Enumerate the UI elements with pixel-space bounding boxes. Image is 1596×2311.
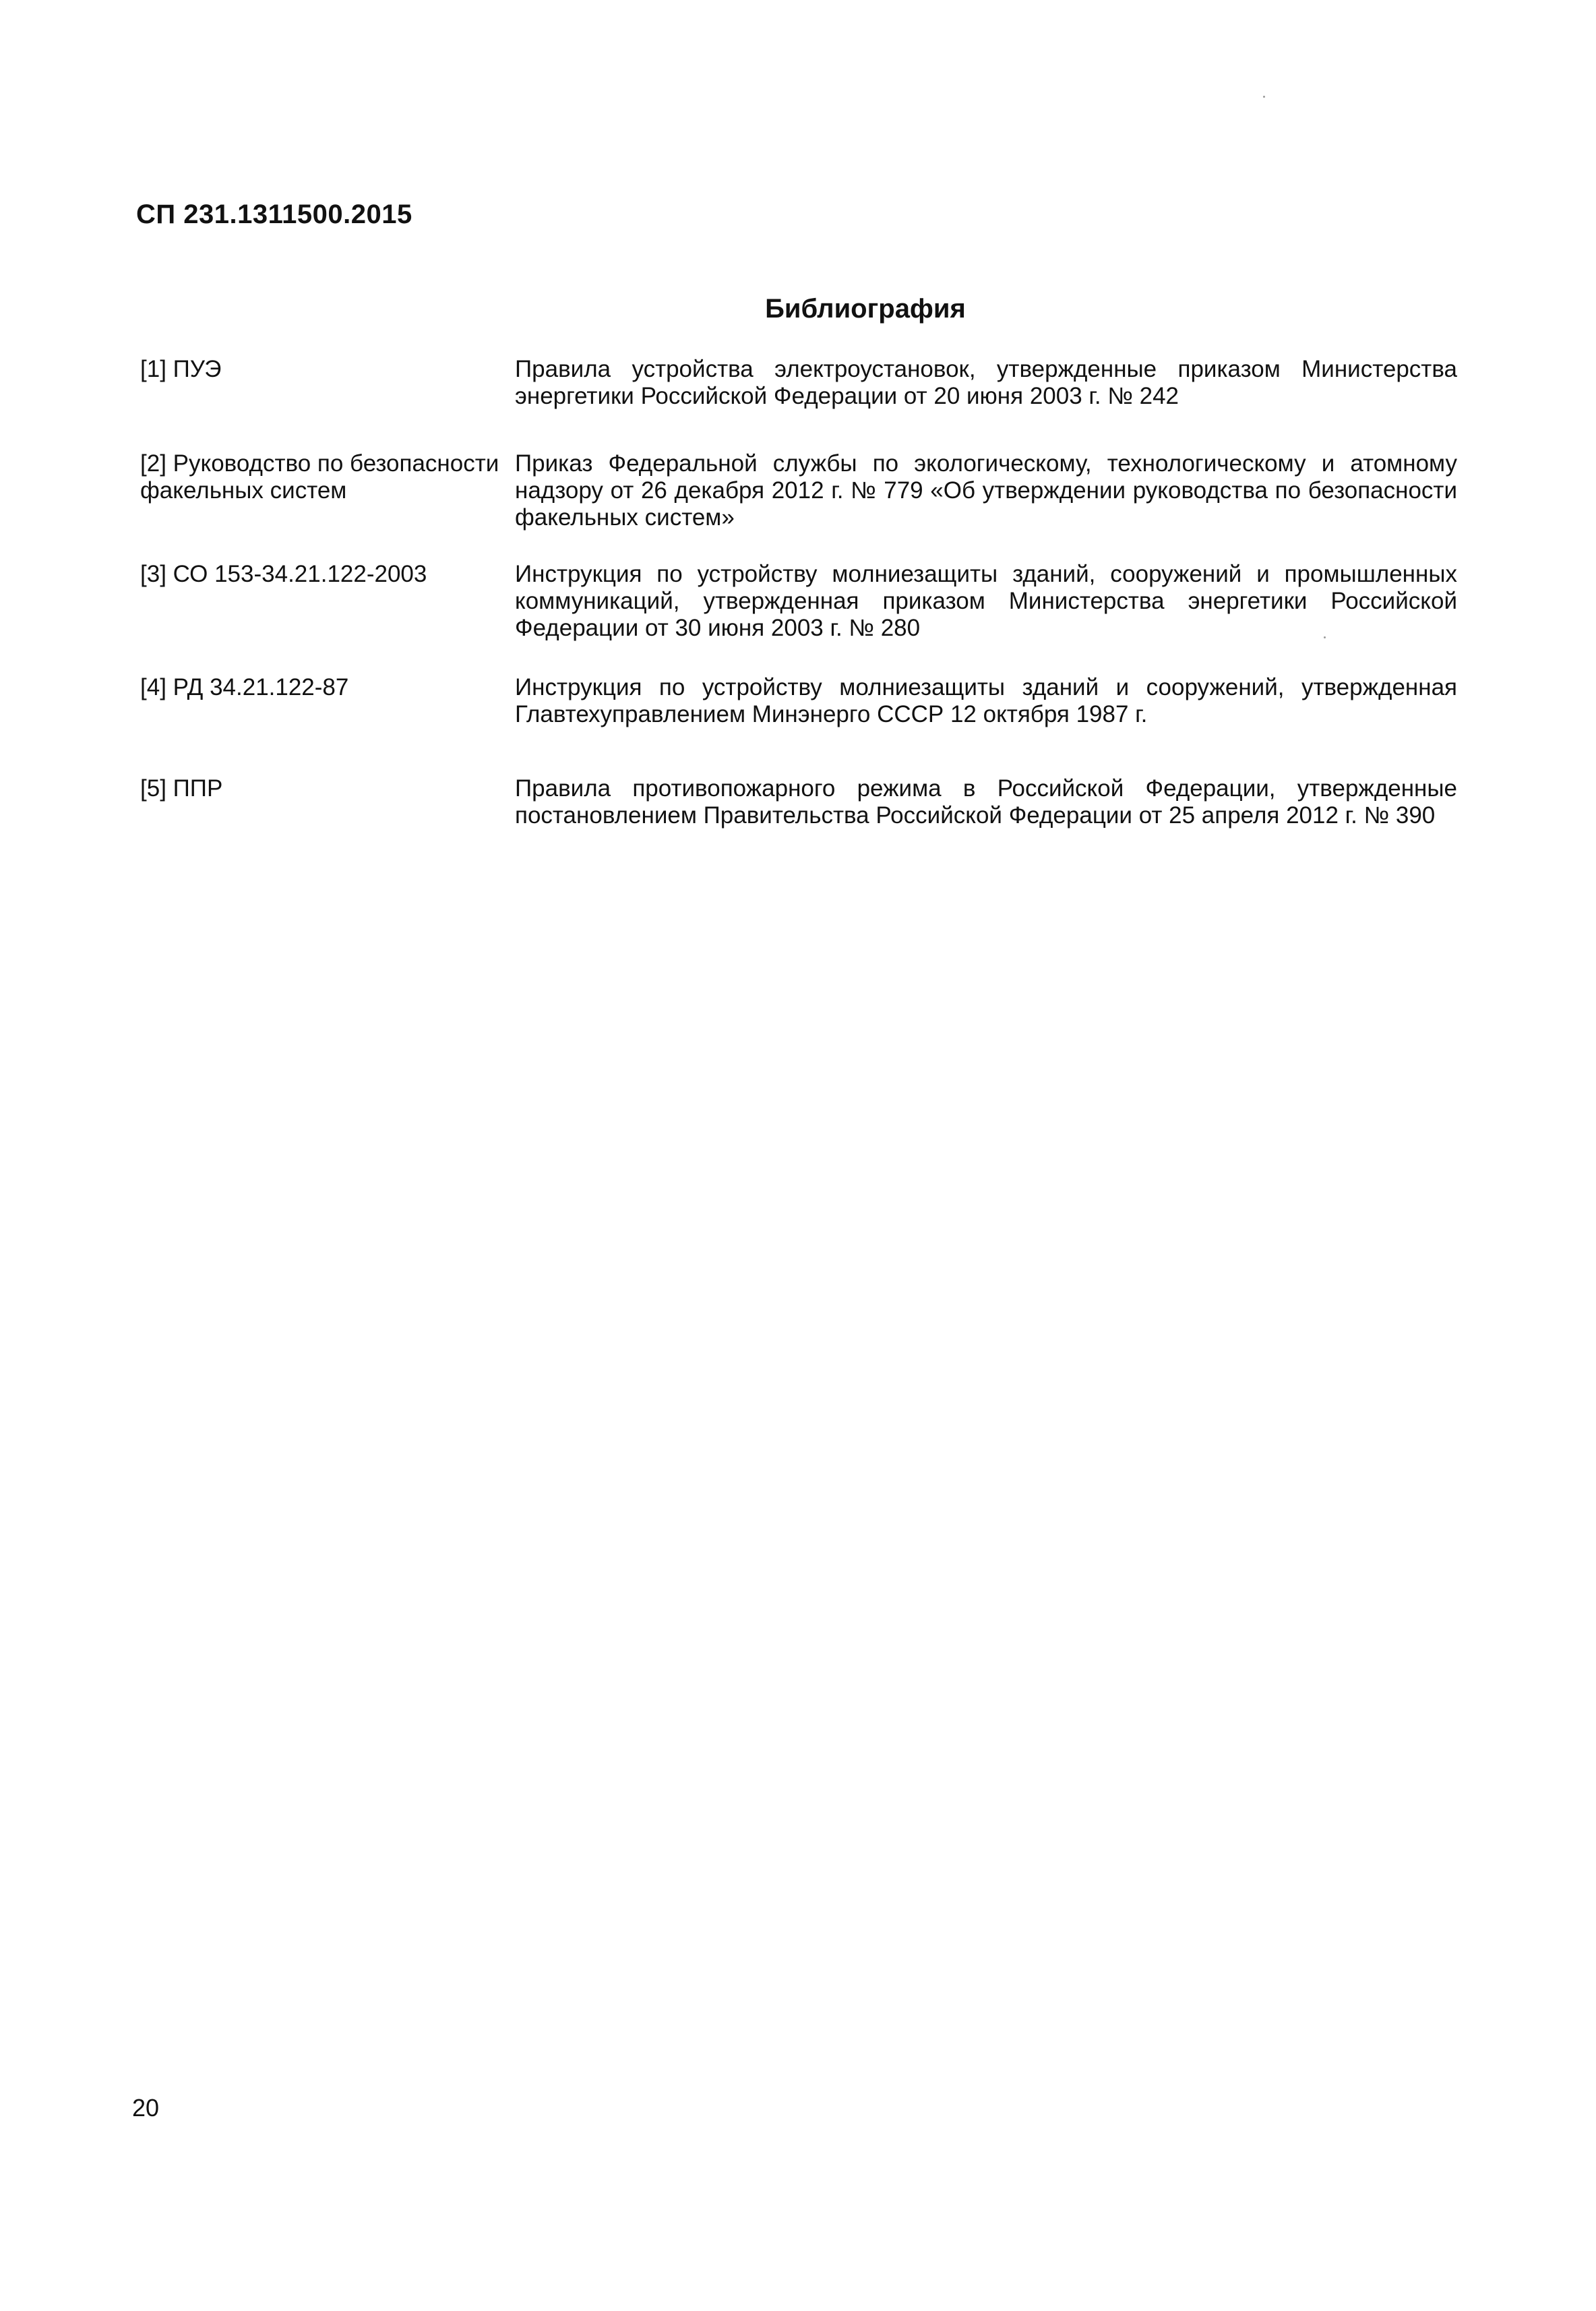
bibliography-entry	[136, 775, 1457, 829]
scan-speck	[1263, 96, 1265, 98]
bibliography-entry	[136, 561, 1457, 642]
entry-label: [1] ПУЭ	[140, 356, 222, 382]
bibliography-list	[136, 356, 1457, 829]
entry-text: Инструкция по устройству молниезащиты зданий, сооружений и промышленных коммуникаций, утвержденная приказом Министерства энергетики Российской Федерации от 30 июня 2003 г. № 280	[515, 561, 1457, 641]
bibliography-entry	[136, 356, 1457, 410]
scan-speck	[1324, 636, 1326, 638]
entry-text: Инструкция по устройству молниезащиты зданий и сооружений, утвержденная Главтехуправлением Минэнерго СССР 12 октября 1987 г.	[515, 674, 1457, 727]
bibliography-entry	[136, 674, 1457, 728]
entry-text: Приказ Федеральной службы по экологическому, технологическому и атомному надзору от 26 декабря 2012 г. № 779 «Об утверждении руководства по безопасности факельных систем»	[515, 450, 1457, 531]
page-number: 20	[132, 2094, 160, 2122]
bibliography-title: Библиография	[765, 294, 966, 324]
entry-text: Правила противопожарного режима в Российской Федерации, утвержденные постановлением Правительства Российской Федерации от 25 апреля 2012 г. № 390	[515, 775, 1457, 829]
entry-label: [4] РД 34.21.122-87	[140, 674, 349, 700]
bibliography-entry	[136, 450, 1457, 531]
entry-label: [3] СО 153-34.21.122-2003	[140, 561, 427, 587]
document-code: СП 231.1311500.2015	[136, 200, 412, 229]
entry-label: [5] ППР	[140, 775, 223, 802]
entry-label: [2] Руководство по безопасности факельных систем	[140, 450, 499, 504]
entry-text: Правила устройства электроустановок, утвержденные приказом Министерства энергетики Российской Федерации от 20 июня 2003 г. № 242	[515, 356, 1457, 409]
